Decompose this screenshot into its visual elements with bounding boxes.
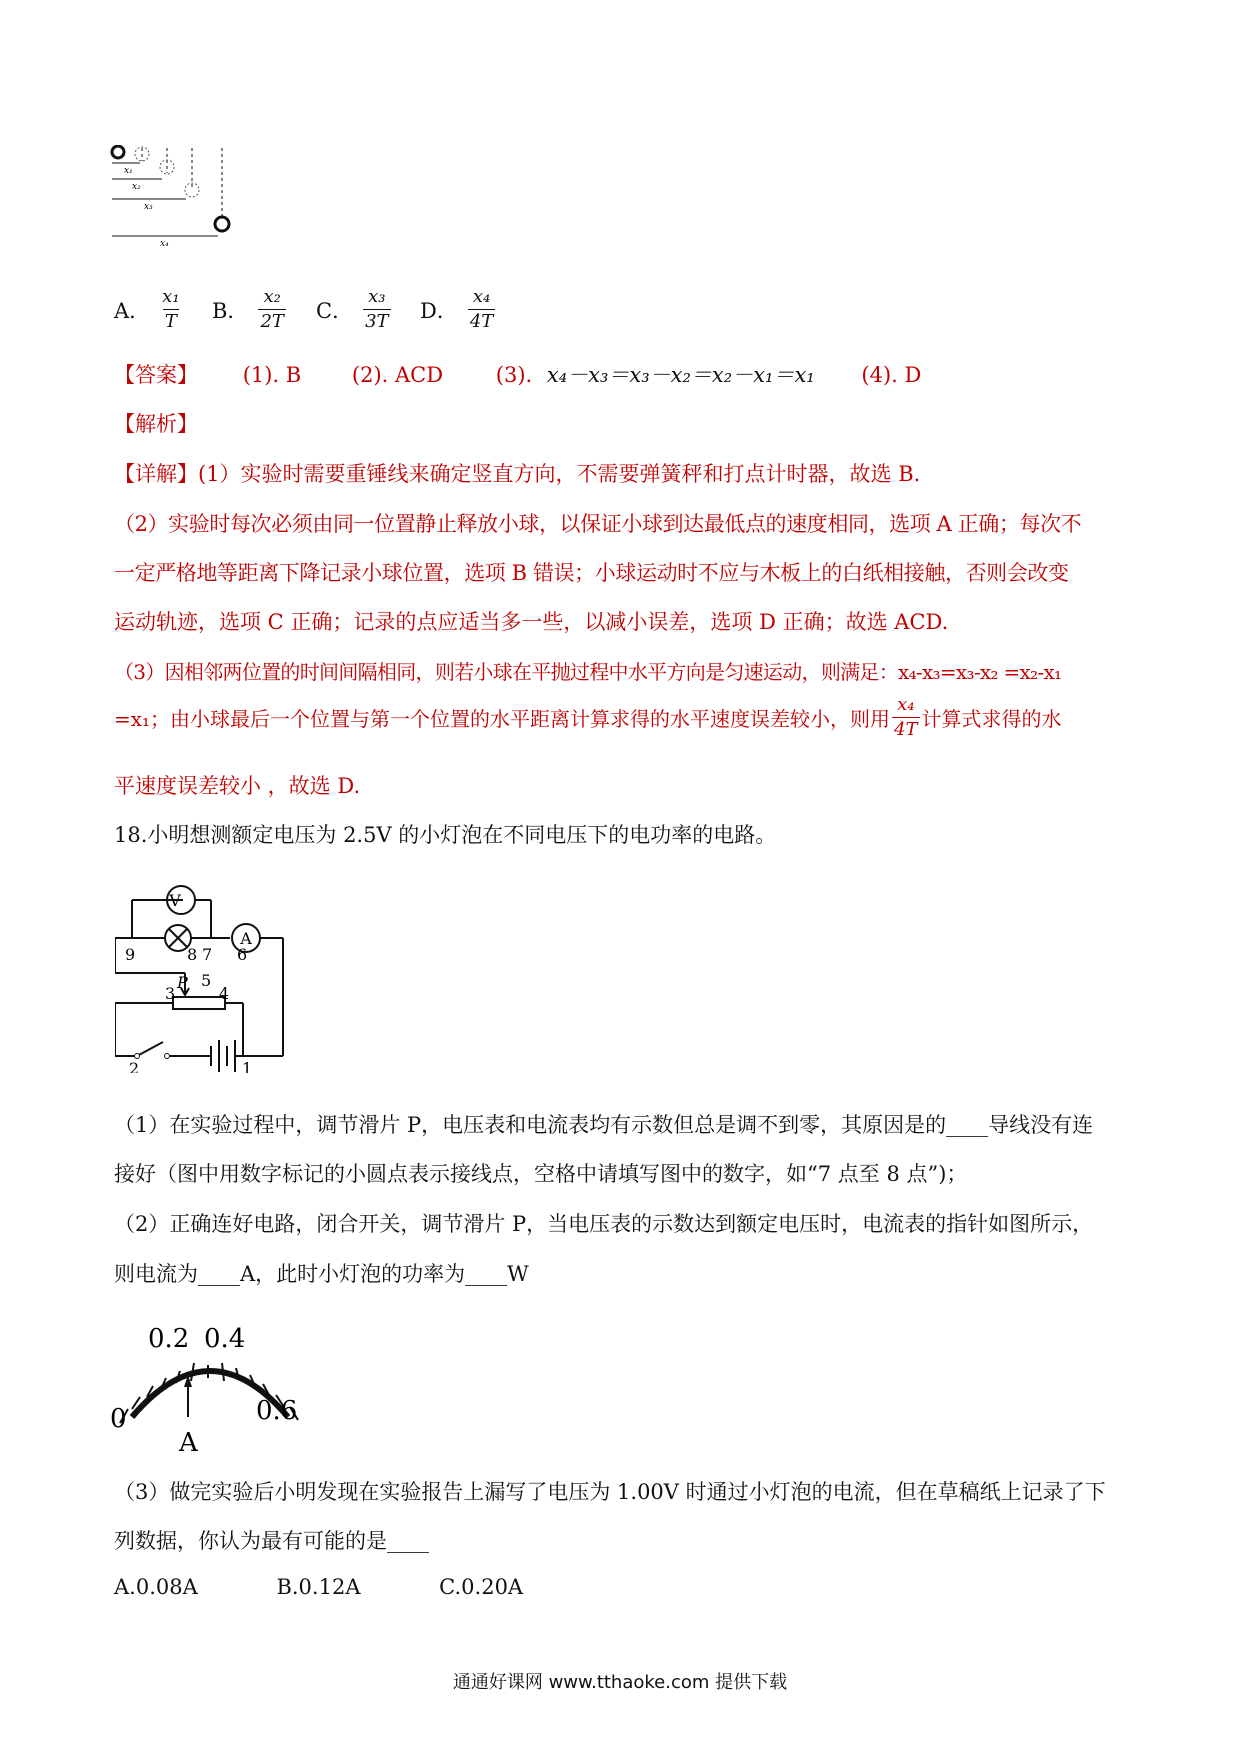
fraction-numerator: x₂ <box>263 286 281 307</box>
node-5: 5 <box>201 971 212 990</box>
detail-p2-l2: 一定严格地等距离下降记录小球位置，选项 B 错误；小球运动时不应与木板上的白纸相接触，否则会改变 <box>114 561 1069 585</box>
meter-unit: A <box>179 1428 198 1455</box>
node-7: 7 <box>202 945 213 964</box>
label-x1: x₁ <box>124 166 133 176</box>
option-fraction <box>258 288 285 331</box>
detail-p3-l2 <box>114 696 1062 739</box>
option-c <box>316 288 391 331</box>
detail-p1: 【详解】(1）实验时需要重锤线来确定竖直方向，不需要弹簧秤和打点计时器，故选 B. <box>114 462 921 486</box>
choice-c: C.0.20A <box>439 1575 524 1599</box>
label-x4: x₄ <box>160 239 169 249</box>
detail-p2-l3: 运动轨迹，选项 C 正确；记录的点应适当多一些，以减小误差，选项 D 正确；故选 ACD. <box>114 610 949 634</box>
option-d <box>420 288 495 331</box>
answer-2: (2). ACD <box>351 363 444 387</box>
option-letter: C． <box>316 298 354 323</box>
voltmeter-label: V <box>169 891 181 910</box>
tick-0: 0 <box>110 1404 127 1434</box>
node-3: 3 <box>165 984 176 1003</box>
q18-sub1-l2: 接好（图中用数字标记的小圆点表示接线点，空格中请填写图中的数字，如“7 点至 8 点”)； <box>114 1162 968 1186</box>
label-x3: x₃ <box>144 202 153 212</box>
answer-3-formula: x₄－x₃＝x₃－x₂＝x₂－x₁＝x₁ <box>546 363 815 387</box>
fraction-denominator: 4T <box>894 719 918 740</box>
node-6: 6 <box>237 945 248 964</box>
circuit-diagram <box>115 878 325 1073</box>
q18-sub3-l1: （3）做完实验后小明发现在实验报告上漏写了电压为 1.00V 时通过小灯泡的电流，但在草稿纸上记录了下 <box>114 1480 1106 1504</box>
projectile-figure <box>110 145 270 280</box>
label-x2: x₂ <box>132 182 141 192</box>
fraction-numerator: x₁ <box>162 286 180 307</box>
node-4: 4 <box>219 984 230 1003</box>
node-9: 9 <box>125 945 136 964</box>
option-fraction <box>363 288 390 331</box>
option-fraction <box>468 288 495 331</box>
answer-1: (1). B <box>242 363 302 387</box>
detail-p3-l2-text-b: 计算式求得的水 <box>921 707 1062 731</box>
q18-sub3-l2: 列数据，你认为最有可能的是____ <box>114 1529 429 1553</box>
slider-p-label: P <box>177 973 188 992</box>
choice-b: B.0.12A <box>276 1575 361 1599</box>
q18-sub2-l2: 则电流为____A，此时小灯泡的功率为____W <box>114 1262 529 1286</box>
tick-0.2: 0.2 <box>148 1324 190 1354</box>
option-letter: A． <box>114 298 151 323</box>
footer: 通通好课网 www.tthaoke.com 提供下载 <box>452 1672 788 1693</box>
detail-p3-l1: （3）因相邻两位置的时间间隔相同，则若小球在平抛过程中水平方向是匀速运动，则满足：x₄-x₃=x₃-x₂ =x₂-x₁ <box>114 660 1062 684</box>
analysis-tag: 【解析】 <box>114 412 198 436</box>
option-letter: D． <box>420 298 458 323</box>
answer-3-prefix: (3). <box>495 363 533 387</box>
answer-4: (4). D <box>861 363 922 387</box>
ammeter-dial <box>110 1305 320 1455</box>
answer-line <box>114 359 921 389</box>
choice-a: A.0.08A <box>114 1575 198 1599</box>
tick-0.6: 0.6 <box>256 1396 298 1426</box>
detail-p2-l1: （2）实验时每次必须由同一位置静止释放小球，以保证小球到达最低点的速度相同，选项 A 正确；每次不 <box>114 512 1082 536</box>
node-1: 1 <box>242 1059 253 1073</box>
fraction-denominator: 4T <box>469 311 494 332</box>
q18-sub1-l1: （1）在实验过程中，调节滑片 P，电压表和电流表均有示数但总是调不到零，其原因是的____导线没有连 <box>114 1113 1094 1137</box>
detail-p3-l3: 平速度误差较小 ，故选 D. <box>114 774 361 798</box>
option-fraction <box>160 288 181 331</box>
ammeter-label: A <box>240 929 252 948</box>
fraction-denominator: T <box>164 311 177 332</box>
node-8: 8 <box>187 945 198 964</box>
option-a <box>114 288 182 331</box>
option-letter: B． <box>212 298 249 323</box>
fraction-denominator: 3T <box>365 311 389 332</box>
option-b <box>212 288 286 331</box>
fraction-numerator: x₄ <box>897 694 915 715</box>
fraction-numerator: x₃ <box>368 286 386 307</box>
q18-sub2-l1: （2）正确连好电路，闭合开关，调节滑片 P，当电压表的示数达到额定电压时，电流表的指针如图所示， <box>114 1212 1094 1236</box>
detail-fraction <box>892 696 919 739</box>
q18-stem: 18.小明想测额定电压为 2.5V 的小灯泡在不同电压下的电功率的电路。 <box>114 823 777 847</box>
tick-0.4: 0.4 <box>204 1324 246 1354</box>
choices <box>114 1575 523 1599</box>
fraction-denominator: 2T <box>260 311 284 332</box>
detail-p3-l2-text-a: =x₁；由小球最后一个位置与第一个位置的水平距离计算求得的水平速度误差较小，则用 <box>114 707 891 731</box>
node-2: 2 <box>129 1059 140 1073</box>
answer-tag: 【答案】 <box>114 363 198 387</box>
fraction-numerator: x₄ <box>472 286 491 307</box>
